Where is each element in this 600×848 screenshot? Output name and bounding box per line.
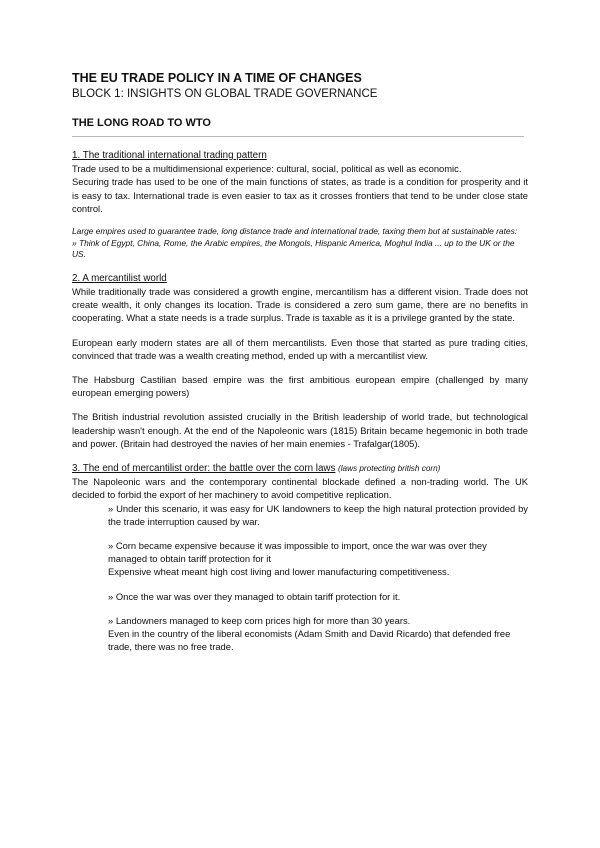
spacer bbox=[72, 579, 528, 590]
spacer bbox=[72, 261, 528, 272]
section-3-bullet-2-continuation: Expensive wheat meant high cost living and lower manufacturing competitiveness. bbox=[108, 566, 450, 578]
section-3-heading: 3. The end of mercantilist order: the battle over the corn laws bbox=[72, 463, 336, 475]
section-2-paragraph-4: The British industrial revolution assisted crucially in the British leadership of world trade, but technological leadership wasn't enough. At the end of the Napoleonic wars (1815) Britain became hegemonic in both trade and power. (Britain had destroyed the navies of her main enemies - Trafalgar(1805). bbox=[72, 411, 528, 449]
document-page bbox=[72, 70, 528, 653]
section-3-bullet-1: » Under this scenario, it was easy for UK landowners to keep the high natural protection provided by the trade interruption caused by war. bbox=[108, 502, 528, 527]
section-1-note-1: Large empires used to guarantee trade, long distance trade and international trade, taxing them but at sustainable rates: bbox=[72, 226, 518, 237]
section-2-heading: 2. A mercantilist world bbox=[72, 272, 167, 284]
spacer bbox=[72, 215, 528, 226]
document-title: THE EU TRADE POLICY IN A TIME OF CHANGES bbox=[72, 71, 362, 85]
section-1-paragraph-1: Trade used to be a multidimensional experience: cultural, social, political as well as economic. bbox=[72, 163, 462, 175]
section-3-bullet-4-continuation: Even in the country of the liberal economists (Adam Smith and David Ricardo) that defended free trade, there was no free trade. bbox=[108, 628, 511, 653]
section-1-paragraph-2: Securing trade has used to be one of the main functions of states, as trade is a condition for prosperity and it is easy to tax. International trade is even easier to tax as it crosses frontiers that tend to be under close state control. bbox=[72, 176, 528, 214]
spacer bbox=[72, 325, 528, 336]
section-3-heading-note: (laws protecting british corn) bbox=[338, 464, 441, 474]
spacer bbox=[72, 603, 528, 614]
section-2-paragraph-3: The Habsburg Castilian based empire was the first ambitious european empire (challenged by many european emerging powers) bbox=[72, 374, 528, 399]
heading-rule bbox=[72, 136, 524, 137]
section-3-bullet-2: » Corn became expensive because it was impossible to import, once the war was over they managed to obtain tariff protection for it bbox=[108, 540, 487, 565]
section-3-paragraph-1: The Napoleonic wars and the contemporary continental blockade defined a non-trading world. The UK decided to forbid the export of her machinery to avoid competitive replication. bbox=[72, 476, 528, 501]
document-heading: THE LONG ROAD TO WTO bbox=[72, 117, 211, 129]
section-3-bullet-3: » Once the war was over they managed to obtain tariff protection for it. bbox=[108, 590, 401, 602]
spacer bbox=[72, 528, 528, 539]
section-2-paragraph-1: While traditionally trade was considered a growth engine, mercantilism has a different vision. Trade does not create wealth, it only changes its location. Trade is considered a zero sum game, there are no benefits in cooperating. What a state needs is a trade surplus. Trade is taxable as it is a privilege granted by the state. bbox=[72, 286, 528, 324]
section-3-heading-line bbox=[72, 461, 528, 475]
section-1-note-2: » Think of Egypt, China, Rome, the Arabic empires, the Mongols, Hispanic America, Moghul India ... up to the UK or the US. bbox=[72, 237, 515, 260]
section-1-heading: 1. The traditional international trading pattern bbox=[72, 150, 267, 161]
document-subtitle: BLOCK 1: INSIGHTS ON GLOBAL TRADE GOVERNANCE bbox=[72, 88, 378, 100]
section-3-bullet-4: » Landowners managed to keep corn prices high for more than 30 years. bbox=[108, 614, 411, 626]
spacer bbox=[72, 450, 528, 461]
section-2-paragraph-2: European early modern states are all of them mercantilists. Even those that started as pure trading cities, convinced that trade was a wealth creating method, ended up with a mercantilist view. bbox=[72, 336, 528, 361]
spacer bbox=[72, 399, 528, 410]
spacer bbox=[72, 362, 528, 373]
